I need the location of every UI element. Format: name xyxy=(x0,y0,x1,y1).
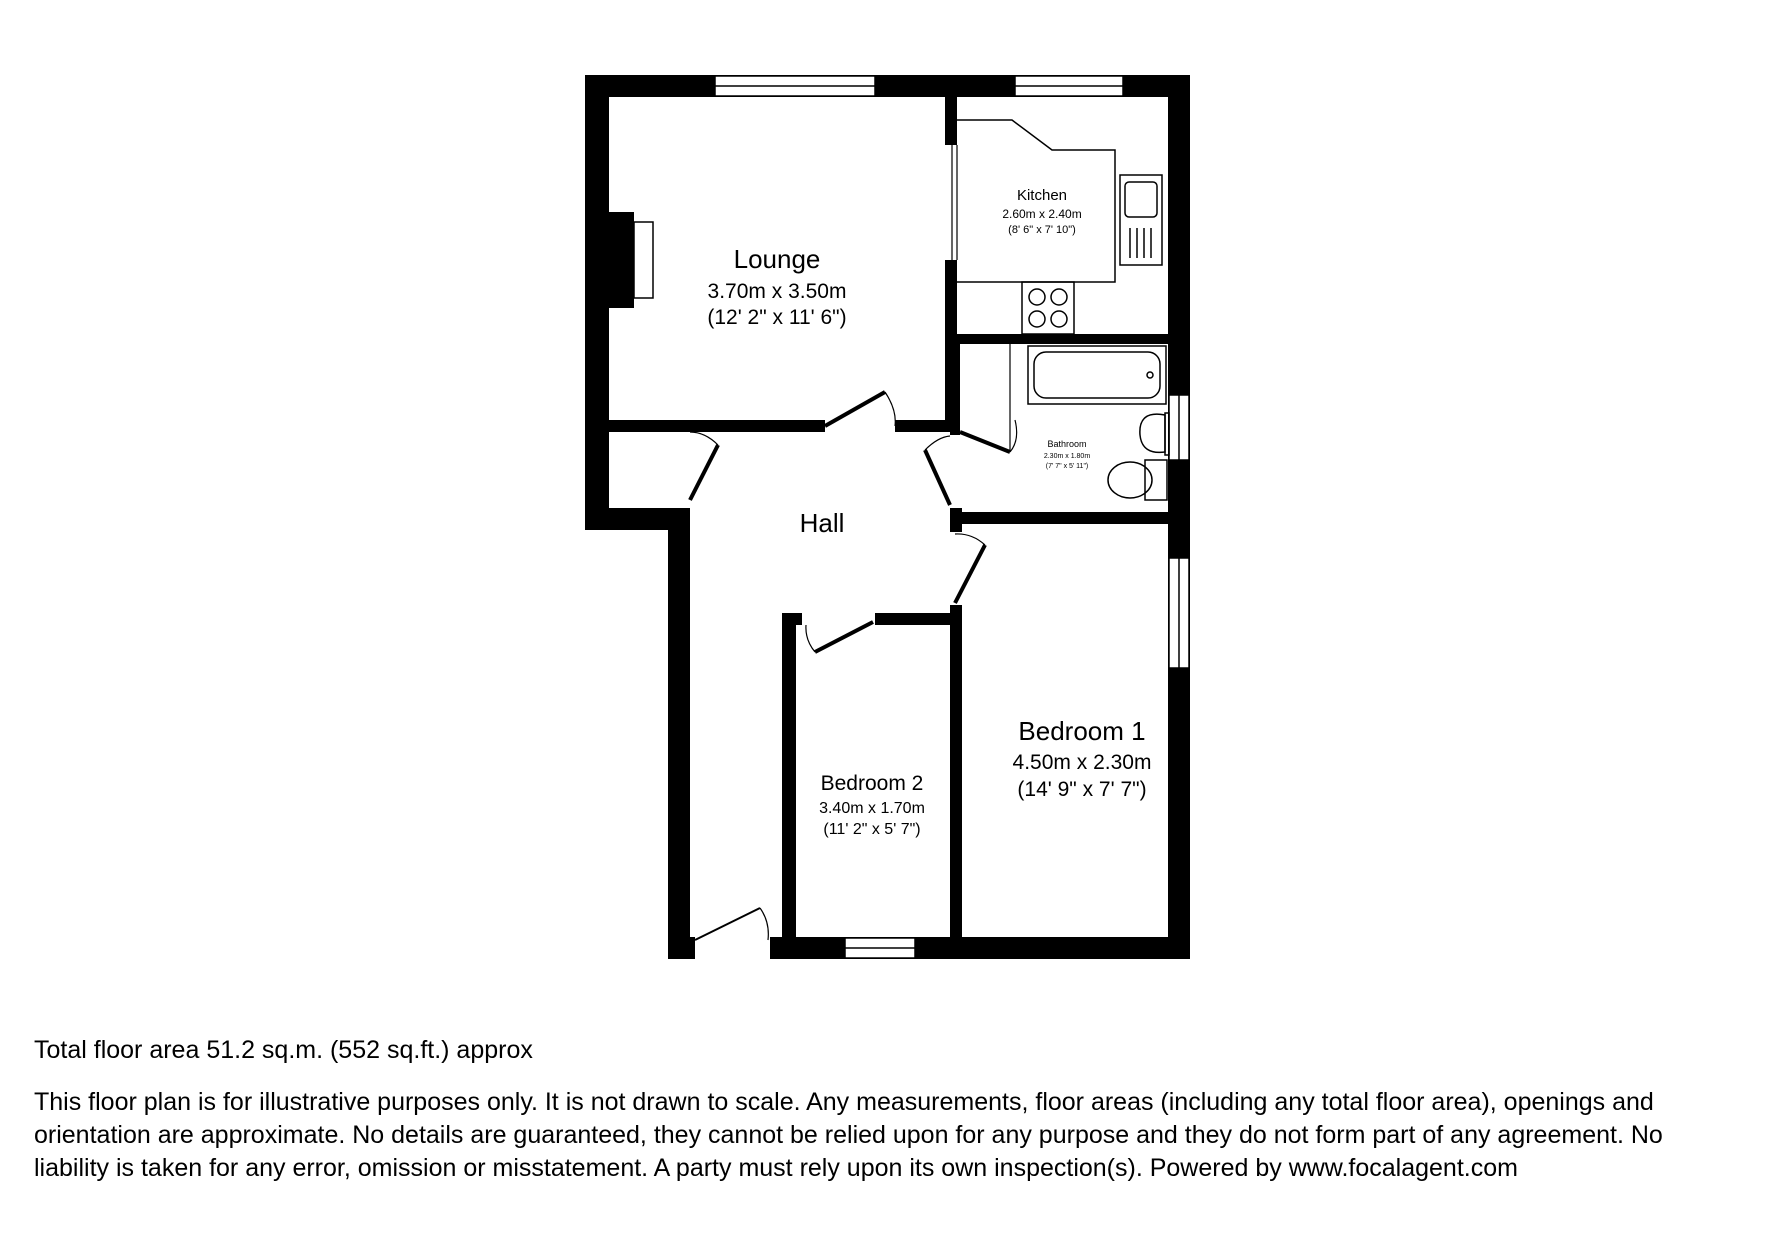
kitchen-partition xyxy=(952,145,957,260)
bedroom2-metric: 3.40m x 1.70m xyxy=(819,800,925,817)
kitchen-imperial: (8' 6" x 7' 10") xyxy=(1008,224,1076,236)
basin-icon xyxy=(1145,460,1167,500)
bedroom1-door xyxy=(955,545,985,603)
sink-icon xyxy=(1120,175,1162,265)
lounge-name: Lounge xyxy=(733,244,821,274)
kitchen-name: Kitchen xyxy=(1016,187,1068,204)
bathroom-fixtures xyxy=(1028,346,1169,500)
bath-icon xyxy=(1028,346,1166,404)
toilet-icon xyxy=(1140,414,1165,452)
hall-name: Hall xyxy=(799,508,845,538)
disclaimer: This floor plan is for illustrative purposes only. It is not drawn to scale. Any measurements, floor areas (including any total floor area), openings and orientation are approximate. No details are guaranteed, they cannot be relied upon for any purpose and they do not form part of any agreement. No liability is taken for any error, omission or misstatement. A party must rely upon its own inspection(s). Powered by www.focalagent.com xyxy=(34,1088,1663,1182)
front-door xyxy=(695,908,760,940)
entrance-opening xyxy=(695,937,770,959)
lounge-door xyxy=(825,392,885,426)
bedroom2-door xyxy=(815,622,873,652)
fireplace xyxy=(607,212,653,308)
hob-icon xyxy=(1022,282,1074,334)
bedroom2-name: Bedroom 2 xyxy=(820,772,924,795)
lounge-imperial: (12' 2" x 11' 6") xyxy=(707,306,847,329)
bathroom-metric: 2.30m x 1.80m xyxy=(1043,453,1091,460)
cupboard-door xyxy=(690,445,718,500)
bedroom2-imperial: (11' 2" x 5' 7") xyxy=(823,821,921,838)
bedroom1-metric: 4.50m x 2.30m xyxy=(1012,751,1152,774)
doors xyxy=(690,392,1017,940)
bathroom-name: Bathroom xyxy=(1047,439,1087,449)
bedroom1-name: Bedroom 1 xyxy=(1018,716,1146,746)
bathroom-door xyxy=(960,432,1010,452)
bathroom-hall-door xyxy=(925,450,950,505)
bathroom-imperial: (7' 7" x 5' 11") xyxy=(1045,463,1089,470)
lounge-metric: 3.70m x 3.50m xyxy=(707,280,847,303)
bedroom1-imperial: (14' 9" x 7' 7") xyxy=(1017,778,1147,801)
kitchen-metric: 2.60m x 2.40m xyxy=(1002,207,1082,221)
total-floor-area: Total floor area 51.2 sq.m. (552 sq.ft.) approx xyxy=(34,1036,533,1064)
